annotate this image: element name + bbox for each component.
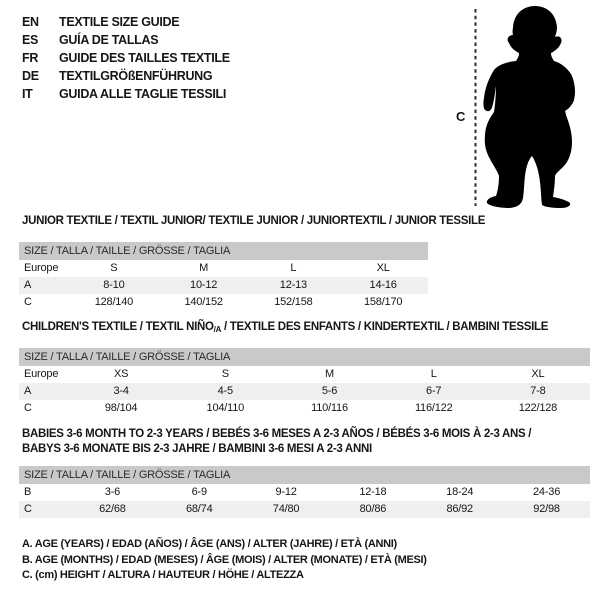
height-measure-figure: [450, 0, 600, 215]
table-cell: 12-13: [279, 279, 307, 291]
table-cell: L: [290, 262, 297, 274]
row-label: A: [24, 385, 32, 397]
table-cell: 8-10: [103, 279, 125, 291]
babies-table-title: [22, 427, 531, 457]
table-cell: S: [110, 262, 118, 274]
size-header-bar: SIZE / TALLA / TAILLE / GRÖSSE / TAGLIA: [19, 466, 590, 484]
table-cell: M: [199, 262, 209, 274]
language-code: IT: [22, 87, 33, 101]
row-label: A: [24, 279, 32, 291]
baby-silhouette-icon: [483, 6, 575, 208]
table-cell: L: [430, 368, 437, 380]
table-cell: 104/110: [206, 402, 245, 414]
legend-row-en: [22, 13, 230, 31]
table-cell: 122/128: [518, 402, 558, 414]
language-legend: [22, 13, 230, 103]
junior-table-title: JUNIOR TEXTILE / TEXTIL JUNIOR/ TEXTILE JUNIOR / JUNIORTEXTIL / JUNIOR TESSILE: [22, 215, 486, 227]
size-header-bar: SIZE / TALLA / TAILLE / GRÖSSE / TAGLIA: [19, 348, 590, 366]
table-cell: 24-36: [532, 486, 561, 498]
title-line-1: BABIES 3-6 MONTH TO 2-3 YEARS / BEBÉS 3-6 MESES A 2-3 AÑOS / BÉBÉS 3-6 MOIS À 2-3 ANS /: [22, 428, 532, 440]
table-row: [19, 294, 428, 311]
language-code: EN: [22, 15, 39, 29]
table-cell: 152/158: [274, 296, 313, 308]
legend-text: GUIDA ALLE TAGLIE TESSILI: [59, 87, 227, 101]
table-row: [19, 383, 590, 400]
language-code: FR: [22, 51, 39, 65]
height-measure-label: C: [456, 109, 466, 124]
legend-text: GUIDE DES TAILLES TEXTILE: [59, 51, 230, 65]
row-label: B: [24, 486, 32, 498]
table-cell: 9-12: [275, 486, 297, 498]
table-cell: 3-6: [104, 486, 121, 498]
table-row: [19, 484, 590, 501]
title-subscript: /A: [213, 325, 222, 334]
title-text: / TEXTILE DES ENFANTS / KINDERTEXTIL / BAMBINI TESSILE: [221, 321, 549, 333]
table-cell: M: [325, 368, 334, 380]
table-cell: 6-9: [191, 486, 207, 498]
legend-text: GUÍA DE TALLAS: [59, 33, 159, 47]
table-cell: 74/80: [272, 503, 300, 515]
row-label: C: [24, 503, 32, 515]
table-cell: 128/140: [94, 296, 134, 308]
language-code: DE: [22, 69, 39, 83]
table-row: [19, 400, 590, 417]
table-row: [19, 260, 428, 277]
legend-row-fr: [22, 49, 230, 67]
footnotes: [22, 537, 427, 584]
junior-size-table: [19, 242, 428, 311]
row-label: C: [24, 402, 32, 414]
row-label: C: [24, 296, 32, 308]
table-cell: 18-24: [446, 486, 474, 498]
language-code: ES: [22, 33, 39, 47]
children-size-table: [19, 348, 590, 417]
children-table-title: [22, 321, 548, 334]
table-cell: 62/68: [99, 503, 126, 515]
legend-row-es: [22, 31, 230, 49]
table-cell: 6-7: [426, 385, 442, 397]
legend-text: TEXTILE SIZE GUIDE: [59, 15, 180, 29]
title-text: CHILDREN'S TEXTILE / TEXTIL NIÑO: [22, 321, 214, 333]
table-row: [19, 366, 590, 383]
table-cell: 4-5: [217, 385, 233, 397]
table-cell: 12-18: [359, 486, 387, 498]
legend-text: TEXTILGRÖßENFÜHRUNG: [59, 69, 213, 83]
table-cell: 10-12: [190, 279, 218, 291]
table-cell: 7-8: [530, 385, 546, 397]
table-cell: 80/86: [359, 503, 387, 515]
table-cell: XL: [376, 262, 390, 274]
table-cell: 116/122: [414, 402, 453, 414]
babies-size-table: [19, 466, 590, 518]
table-cell: 14-16: [369, 279, 397, 291]
row-label: Europe: [24, 262, 59, 274]
table-cell: 5-6: [321, 385, 338, 397]
size-header-bar: SIZE / TALLA / TAILLE / GRÖSSE / TAGLIA: [19, 242, 428, 260]
table-cell: 86/92: [446, 503, 473, 515]
title-line-2: BABYS 3-6 MONATE BIS 2-3 JAHRE / BAMBINI 3-6 MESI A 2-3 ANNI: [22, 443, 372, 455]
legend-row-it: [22, 85, 230, 103]
table-cell: XL: [531, 368, 545, 380]
table-cell: XS: [113, 368, 129, 380]
legend-row-de: [22, 67, 230, 85]
table-cell: 98/104: [104, 402, 138, 414]
footnote-b: B. AGE (MONTHS) / EDAD (MESES) / ÂGE (MOIS) / ALTER (MONATE) / ETÀ (MESI): [22, 553, 427, 566]
row-label: Europe: [24, 368, 59, 380]
table-row: [19, 501, 590, 518]
table-cell: 158/170: [363, 296, 403, 308]
table-cell: 140/152: [184, 296, 223, 308]
table-cell: S: [221, 368, 229, 380]
footnote-c: C. (cm) HEIGHT / ALTURA / HAUTEUR / HÖHE / ALTEZZA: [22, 569, 304, 581]
table-cell: 68/74: [185, 503, 213, 515]
table-cell: 92/98: [533, 503, 560, 515]
table-cell: 110/116: [311, 402, 348, 414]
footnote-a: A. AGE (YEARS) / EDAD (AÑOS) / ÂGE (ANS) / ALTER (JAHRE) / ETÀ (ANNI): [22, 538, 397, 550]
table-row: [19, 277, 428, 294]
table-cell: 3-4: [113, 385, 129, 397]
